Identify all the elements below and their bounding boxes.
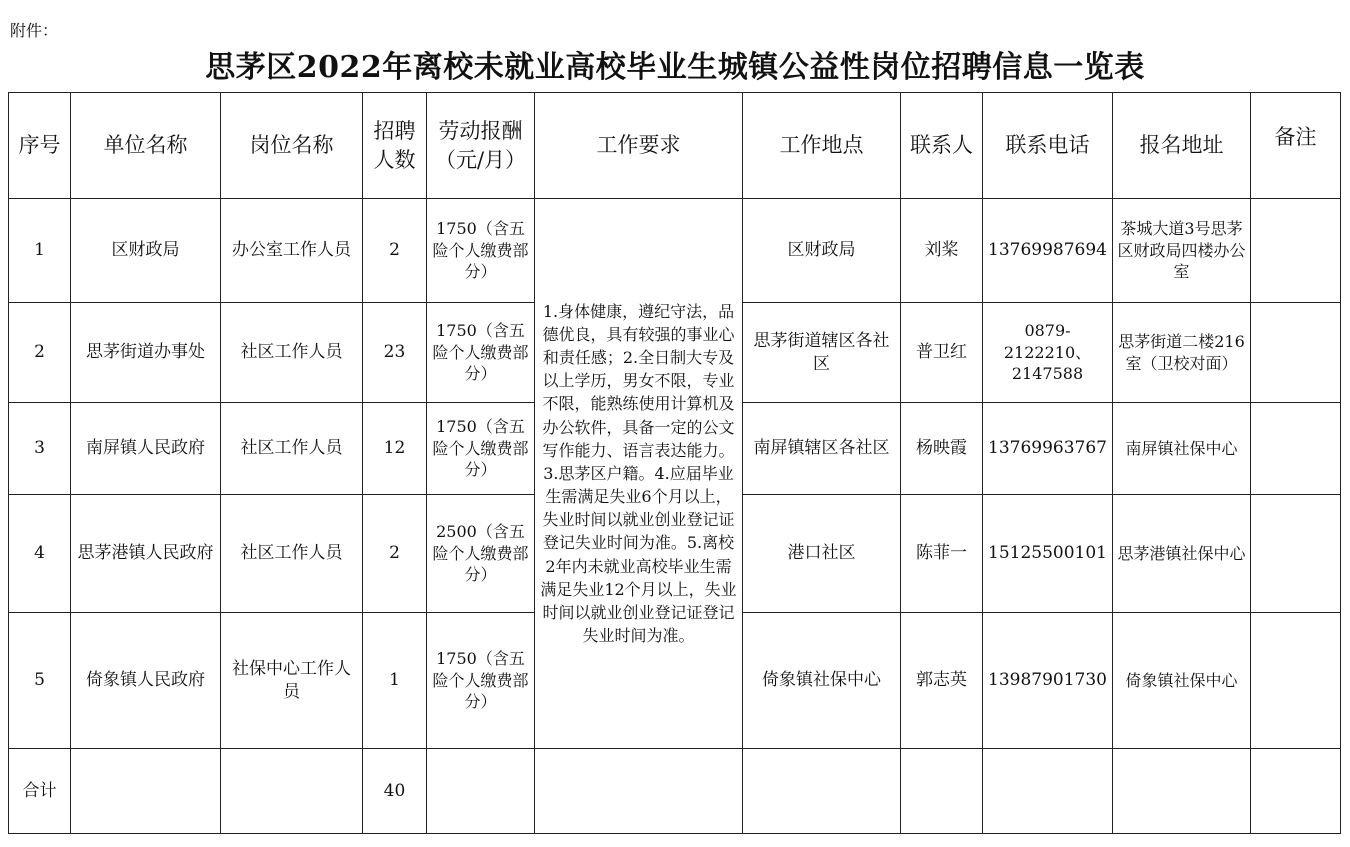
row-phone: 0879-2122210、2147588 bbox=[983, 303, 1113, 403]
row-salary: 1750（含五险个人缴费部分） bbox=[427, 403, 535, 495]
row-unit: 倚象镇人民政府 bbox=[71, 613, 221, 749]
header-post: 岗位名称 bbox=[221, 93, 363, 199]
header-contact: 联系人 bbox=[901, 93, 983, 199]
row-phone: 15125500101 bbox=[983, 495, 1113, 613]
row-location: 倚象镇社保中心 bbox=[743, 613, 901, 749]
header-requirements: 工作要求 bbox=[535, 93, 743, 199]
row-contact: 刘桨 bbox=[901, 199, 983, 303]
row-seq: 5 bbox=[9, 613, 71, 749]
total-count: 40 bbox=[363, 749, 427, 834]
row-address: 茶城大道3号思茅区财政局四楼办公室 bbox=[1113, 199, 1251, 303]
row-count: 12 bbox=[363, 403, 427, 495]
row-remark bbox=[1251, 495, 1341, 613]
row-address: 思茅港镇社保中心 bbox=[1113, 495, 1251, 613]
row-contact: 杨映霞 bbox=[901, 403, 983, 495]
row-address: 思茅街道二楼216室（卫校对面） bbox=[1113, 303, 1251, 403]
row-post: 社区工作人员 bbox=[221, 495, 363, 613]
row-post: 办公室工作人员 bbox=[221, 199, 363, 303]
row-seq: 4 bbox=[9, 495, 71, 613]
row-location: 港口社区 bbox=[743, 495, 901, 613]
row-phone: 13987901730 bbox=[983, 613, 1113, 749]
row-seq: 3 bbox=[9, 403, 71, 495]
row-count: 2 bbox=[363, 199, 427, 303]
row-post: 社保中心工作人员 bbox=[221, 613, 363, 749]
header-address: 报名地址 bbox=[1113, 93, 1251, 199]
row-remark bbox=[1251, 303, 1341, 403]
row-unit: 区财政局 bbox=[71, 199, 221, 303]
header-row bbox=[9, 93, 1341, 199]
row-unit: 思茅街道办事处 bbox=[71, 303, 221, 403]
row-post: 社区工作人员 bbox=[221, 403, 363, 495]
row-salary: 2500（含五险个人缴费部分） bbox=[427, 495, 535, 613]
total-row bbox=[9, 749, 1341, 834]
row-remark bbox=[1251, 199, 1341, 303]
row-salary: 1750（含五险个人缴费部分） bbox=[427, 303, 535, 403]
row-count: 2 bbox=[363, 495, 427, 613]
header-location: 工作地点 bbox=[743, 93, 901, 199]
row-location: 南屏镇辖区各社区 bbox=[743, 403, 901, 495]
row-salary: 1750（含五险个人缴费部分） bbox=[427, 199, 535, 303]
row-phone: 13769963767 bbox=[983, 403, 1113, 495]
total-label: 合计 bbox=[9, 749, 71, 834]
row-count: 23 bbox=[363, 303, 427, 403]
row-address: 南屏镇社保中心 bbox=[1113, 403, 1251, 495]
row-contact: 陈菲一 bbox=[901, 495, 983, 613]
recruitment-table bbox=[8, 92, 1341, 834]
page-title: 思茅区2022年离校未就业高校毕业生城镇公益性岗位招聘信息一览表 bbox=[205, 50, 1145, 85]
row-unit: 南屏镇人民政府 bbox=[71, 403, 221, 495]
row-seq: 1 bbox=[9, 199, 71, 303]
row-address: 倚象镇社保中心 bbox=[1113, 613, 1251, 749]
header-seq: 序号 bbox=[9, 93, 71, 199]
row-count: 1 bbox=[363, 613, 427, 749]
row-remark bbox=[1251, 613, 1341, 749]
header-unit: 单位名称 bbox=[71, 93, 221, 199]
header-remark: 备注 bbox=[1251, 93, 1341, 199]
row-post: 社区工作人员 bbox=[221, 303, 363, 403]
row-contact: 郭志英 bbox=[901, 613, 983, 749]
annex-label: 附件： bbox=[10, 21, 59, 40]
row-location: 思茅街道辖区各社区 bbox=[743, 303, 901, 403]
row-remark bbox=[1251, 403, 1341, 495]
row-contact: 普卫红 bbox=[901, 303, 983, 403]
header-phone: 联系电话 bbox=[983, 93, 1113, 199]
row-seq: 2 bbox=[9, 303, 71, 403]
requirements-cell: 1.身体健康，遵纪守法，品德优良，具有较强的事业心和责任感；2.全日制大专及以上学历，男女不限，专业不限，能熟练使用计算机及办公软件，具备一定的公文写作能力、语言表达能力。3.思茅区户籍。4.应届毕业生需满足失业6个月以上，失业时间以就业创业登记证登记失业时间为准。5.离校2年内未就业高校毕业生需满足失业12个月以上，失业时间以就业创业登记证登记失业时间为准。 bbox=[535, 199, 743, 749]
header-salary: 劳动报酬（元/月） bbox=[427, 93, 535, 199]
row-location: 区财政局 bbox=[743, 199, 901, 303]
row-salary: 1750（含五险个人缴费部分） bbox=[427, 613, 535, 749]
table-row bbox=[9, 199, 1341, 303]
row-unit: 思茅港镇人民政府 bbox=[71, 495, 221, 613]
row-phone: 13769987694 bbox=[983, 199, 1113, 303]
header-count: 招聘人数 bbox=[363, 93, 427, 199]
